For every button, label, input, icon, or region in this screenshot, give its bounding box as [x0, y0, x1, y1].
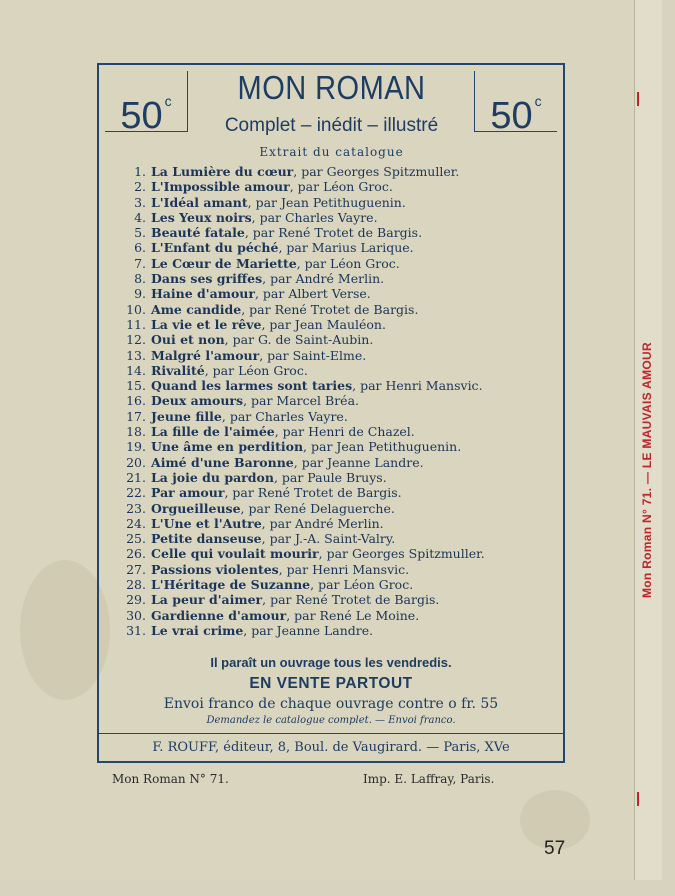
entry-title: Par amour — [151, 485, 225, 501]
catalog-entry — [111, 623, 561, 638]
issue-number: Mon Roman N° 71. — [112, 772, 229, 786]
entry-title: Beauté fatale — [151, 225, 245, 241]
entry-title: L'Une et l'Autre — [151, 515, 262, 531]
entry-number: 17. — [126, 408, 146, 424]
entry-title: Malgré l'amour — [151, 347, 260, 363]
catalog-entry — [111, 332, 561, 347]
entry-number: 14. — [126, 362, 146, 378]
spine-title: Mon Roman N° 71. — LE MAUVAIS AMOUR — [640, 342, 654, 598]
entry-number: 31. — [126, 622, 146, 638]
entry-author: , par Léon Groc. — [296, 255, 400, 271]
entry-number: 23. — [126, 500, 146, 516]
entry-title: La fille de l'aimée — [151, 424, 275, 440]
entry-title: Deux amours — [151, 393, 244, 409]
catalog-entry — [111, 179, 561, 194]
entry-number: 10. — [126, 301, 146, 317]
entry-number: 1. — [134, 164, 146, 179]
entry-author: , par Jean Mauléon. — [261, 316, 386, 332]
catalog-entry — [111, 409, 561, 424]
entry-title: Celle qui voulait mourir — [151, 546, 319, 562]
publication-notice: Il paraît un ouvrage tous les vendredis. — [210, 655, 452, 670]
entry-number: 20. — [126, 454, 146, 470]
entry-title: Ame candide — [151, 301, 242, 317]
entry-author: , par Marcel Bréa. — [243, 393, 359, 409]
entry-author: , par Georges Spitzmuller. — [293, 164, 460, 179]
entry-number: 6. — [134, 240, 146, 256]
entry-author: , par René Trotet de Bargis. — [262, 592, 440, 608]
catalog-entry — [111, 485, 561, 500]
entry-author: , par Jeanne Landre. — [293, 454, 424, 470]
catalog-entry — [111, 164, 561, 179]
catalog-entry — [111, 256, 561, 271]
shipping-info: Envoi franco de chaque ouvrage contre o fr. 55 — [163, 696, 499, 712]
entry-author: , par André Merlin. — [262, 271, 385, 287]
entry-number: 3. — [134, 194, 146, 210]
entry-title: L'Héritage de Suzanne — [151, 577, 311, 593]
entry-title: Passions violentes — [151, 561, 279, 577]
entry-number: 27. — [126, 561, 146, 577]
entry-title: Oui et non — [151, 332, 225, 348]
entry-author: , par Paule Bruys. — [273, 469, 387, 485]
price-value: 50 — [490, 95, 533, 137]
catalog-entry — [111, 317, 561, 332]
entry-author: , par Jeanne Landre. — [243, 622, 374, 638]
page-number: 57 — [544, 838, 566, 859]
entry-author: , par René Trotet de Bargis. — [224, 485, 402, 501]
catalog-entry — [111, 210, 561, 225]
entry-number: 28. — [126, 577, 146, 593]
entry-title: Le vrai crime — [151, 622, 244, 638]
catalog-entry — [111, 302, 561, 317]
price-unit: c — [534, 93, 542, 109]
catalog-entry — [111, 562, 561, 577]
entry-title: Petite danseuse — [151, 531, 262, 547]
entry-title: Gardienne d'amour — [151, 607, 287, 623]
entry-author: , par Georges Spitzmuller. — [318, 546, 485, 562]
entry-number: 12. — [126, 332, 146, 348]
entry-title: La vie et le rêve — [151, 316, 262, 332]
entry-title: La Lumière du cœur — [151, 164, 294, 179]
price-box-left — [105, 71, 188, 137]
catalog-entry — [111, 378, 561, 393]
entry-author: , par Charles Vayre. — [251, 209, 378, 225]
catalog-entry — [111, 455, 561, 470]
entry-author: , par René Le Moine. — [286, 607, 420, 623]
catalog-entry — [111, 271, 561, 286]
entry-title: L'Idéal amant — [151, 194, 248, 210]
entry-author: , par Saint-Elme. — [259, 347, 367, 363]
entry-author: , par Henri de Chazel. — [274, 424, 415, 440]
entry-author: , par André Merlin. — [261, 515, 384, 531]
catalog-entry — [111, 577, 561, 592]
entry-author: , par Léon Groc. — [310, 577, 414, 593]
catalog-frame — [97, 63, 565, 763]
entry-author: , par Charles Vayre. — [221, 408, 348, 424]
entry-title: Jeune fille — [151, 408, 222, 424]
catalog-entry — [111, 470, 561, 485]
spine-tick — [637, 792, 639, 806]
entry-title: L'Impossible amour — [151, 179, 290, 195]
entry-author: , par Jean Petithuguenin. — [303, 439, 462, 455]
entry-author: , par Léon Groc. — [204, 362, 308, 378]
catalog-entry — [111, 608, 561, 623]
entry-title: La peur d'aimer — [151, 592, 263, 608]
catalog-list — [111, 164, 561, 638]
entry-title: La joie du pardon — [151, 469, 274, 485]
entry-title: L'Enfant du péché — [151, 240, 279, 256]
entry-title: Haine d'amour — [151, 286, 255, 302]
catalog-entry — [111, 592, 561, 607]
entry-author: , par Léon Groc. — [289, 179, 393, 195]
entry-author: , par Albert Verse. — [254, 286, 371, 302]
catalog-request: Demandez le catalogue complet. — Envoi franco. — [206, 715, 456, 726]
entry-author: , par Henri Mansvic. — [352, 378, 483, 394]
catalog-entry — [111, 195, 561, 210]
tagline: Complet – inédit – illustré — [224, 115, 439, 136]
entry-author: , par J.-A. Saint-Valry. — [261, 531, 396, 547]
price-box-right — [474, 71, 557, 137]
catalog-entry — [111, 393, 561, 408]
entry-title: Les Yeux noirs — [151, 209, 252, 225]
catalog-entry — [111, 531, 561, 546]
catalog-entry — [111, 225, 561, 240]
entry-number: 13. — [126, 347, 146, 363]
entry-title: Quand les larmes sont taries — [151, 378, 353, 394]
catalog-entry — [111, 363, 561, 378]
entry-author: , par Marius Larique. — [278, 240, 414, 256]
sale-notice: EN VENTE PARTOUT — [249, 675, 413, 692]
entry-number: 16. — [126, 393, 146, 409]
entry-number: 5. — [134, 225, 146, 241]
entry-author: , par G. de Saint-Aubin. — [224, 332, 374, 348]
entry-number: 8. — [134, 271, 146, 287]
entry-title: Rivalité — [151, 362, 205, 378]
entry-number: 22. — [126, 485, 146, 501]
entry-title: Une âme en perdition — [151, 439, 304, 455]
entry-number: 4. — [134, 209, 146, 225]
entry-number: 9. — [134, 286, 146, 302]
publisher-line: F. ROUFF, éditeur, 8, Boul. de Vaugirard. — Paris, XVe — [99, 733, 563, 762]
brand-title: MON ROMAN — [237, 69, 426, 106]
catalog-entry — [111, 348, 561, 363]
entry-number: 25. — [126, 531, 146, 547]
entry-author: , par Henri Mansvic. — [278, 561, 410, 577]
catalog-entry — [111, 240, 561, 255]
entry-author: , par René Delaguerche. — [240, 500, 395, 516]
entry-author: , par René Trotet de Bargis. — [244, 225, 423, 241]
entry-title: Orgueilleuse — [151, 500, 241, 516]
entry-number: 19. — [126, 439, 146, 455]
entry-title: Dans ses griffes — [151, 271, 263, 287]
catalog-entry — [111, 286, 561, 301]
catalog-entry — [111, 516, 561, 531]
entry-title: Le Cœur de Mariette — [151, 255, 297, 271]
catalog-entry — [111, 439, 561, 454]
entry-number: 29. — [126, 592, 146, 608]
entry-number: 26. — [126, 546, 146, 562]
price-unit: c — [164, 93, 172, 109]
entry-number: 30. — [126, 607, 146, 623]
entry-number: 7. — [134, 255, 146, 271]
entry-number: 15. — [126, 378, 146, 394]
spine-tick — [637, 92, 639, 106]
entry-author: , par René Trotet de Bargis. — [241, 301, 419, 317]
printer-credit: Imp. E. Laffray, Paris. — [363, 772, 495, 786]
entry-author: , par Jean Petithuguenin. — [247, 194, 406, 210]
catalog-heading: Extrait du catalogue — [259, 145, 404, 159]
catalog-entry — [111, 424, 561, 439]
catalog-entry — [111, 501, 561, 516]
entry-number: 24. — [126, 515, 146, 531]
entry-number: 11. — [126, 316, 146, 332]
entry-number: 18. — [126, 424, 146, 440]
entry-number: 21. — [126, 469, 146, 485]
entry-title: Aimé d'une Baronne — [151, 454, 294, 470]
price-value: 50 — [120, 95, 163, 137]
catalog-entry — [111, 546, 561, 561]
entry-number: 2. — [134, 179, 146, 195]
